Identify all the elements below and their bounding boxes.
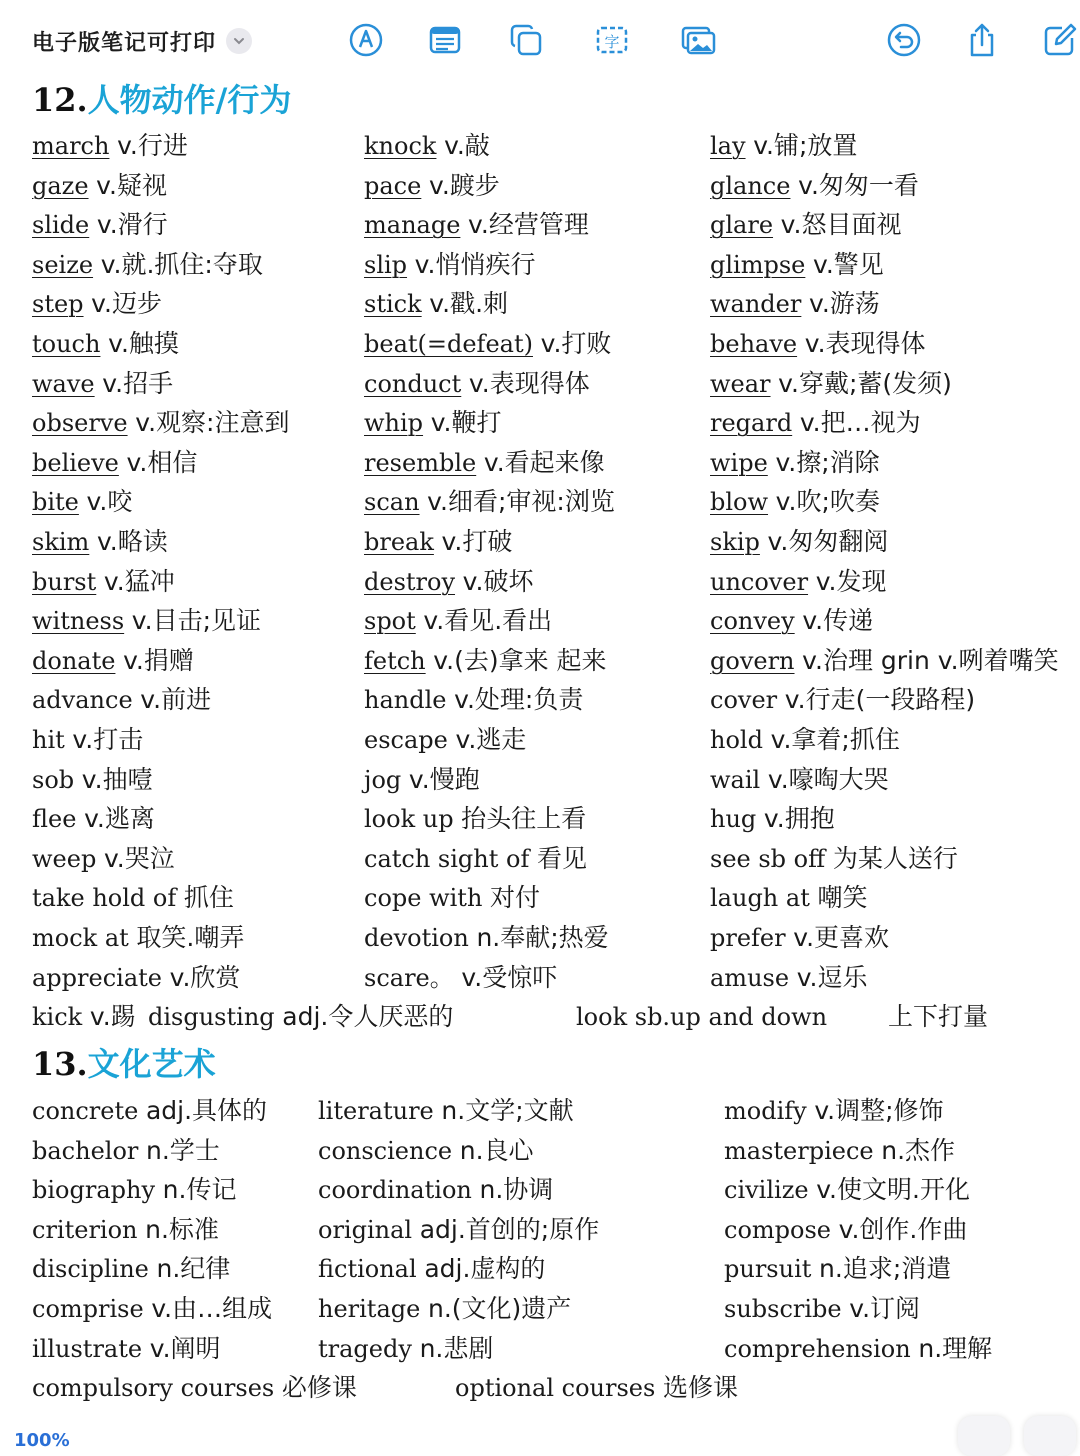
vocab-entry xyxy=(32,447,197,479)
vocab-entry xyxy=(710,407,921,439)
vocab-entry xyxy=(724,1174,970,1206)
vocab-word: skim xyxy=(32,528,90,556)
vocab-definition: v.打败 xyxy=(540,329,612,358)
vocab-entry xyxy=(364,566,533,598)
vocab-word: stick xyxy=(364,290,422,319)
vocab-word: fetch xyxy=(364,646,426,675)
vocab-word: believe xyxy=(32,448,119,477)
vocab-definition: v.嚎啕大哭 xyxy=(767,764,889,794)
vocab-definition: v.看起来像 xyxy=(483,447,605,477)
vocab-entry xyxy=(364,605,552,637)
vocab-entry xyxy=(364,209,589,241)
vocab-definition: v.敲 xyxy=(444,131,490,160)
vocab-definition: 看见 xyxy=(536,843,587,873)
vocab-entry xyxy=(364,764,480,796)
vocab-entry xyxy=(710,803,835,835)
vocab-word: gaze xyxy=(32,171,89,200)
vocab-entry xyxy=(710,209,901,241)
vocab-word: original xyxy=(318,1215,413,1244)
vocab-word: take hold of xyxy=(32,884,177,913)
keyboard-icon[interactable] xyxy=(1024,1416,1076,1456)
vocab-definition: 取笑.嘲弄 xyxy=(136,923,245,952)
vocab-word: compose xyxy=(724,1215,831,1244)
vocab-word: step xyxy=(32,290,84,319)
vocab-entry xyxy=(32,724,143,756)
vocab-entry xyxy=(364,724,526,756)
vocab-word: wear xyxy=(710,369,771,398)
vocab-word: laugh at xyxy=(710,884,810,913)
vocab-entry xyxy=(710,368,952,400)
vocab-entry xyxy=(32,209,168,241)
vocab-word: appreciate xyxy=(32,963,162,992)
vocab-definition: v.把…视为 xyxy=(799,408,921,438)
vocab-word: escape xyxy=(364,726,448,754)
vocab-word: hug xyxy=(710,805,757,834)
vocab-entry xyxy=(710,328,926,360)
vocab-word: blow xyxy=(710,488,769,517)
vocab-word: manage xyxy=(364,211,461,240)
vocab-entry xyxy=(32,249,263,281)
vocab-definition: v.猛冲 xyxy=(103,566,175,596)
vocab-definition: 嘲笑 xyxy=(817,883,868,913)
image-icon[interactable] xyxy=(678,20,718,60)
vocab-entry xyxy=(710,962,868,994)
vocab-definition: v.招手 xyxy=(102,368,174,398)
vocab-entry xyxy=(32,803,155,835)
vocab-word: modify xyxy=(724,1097,807,1125)
vocab-definition: v.就.抓住:夺取 xyxy=(100,249,263,279)
vocab-word: see sb off xyxy=(710,844,826,873)
vocab-definition: n.悲剧 xyxy=(419,1333,494,1363)
vocab-entry xyxy=(318,1293,571,1325)
vocab-entry xyxy=(710,447,880,479)
vocab-definition: v.匆匆一看 xyxy=(798,170,919,200)
vocab-definition: v.创作.作曲 xyxy=(838,1214,968,1244)
vocab-entry xyxy=(724,1095,944,1127)
vocab-entry xyxy=(32,882,234,914)
copy-icon[interactable] xyxy=(506,20,546,60)
vocab-word: optional courses xyxy=(455,1374,656,1403)
vocab-entry xyxy=(364,645,607,677)
vocab-definition: v.鞭打 xyxy=(430,408,502,438)
vocab-entry xyxy=(32,1372,357,1404)
vocab-word: mock at xyxy=(32,924,129,952)
vocab-entry xyxy=(32,962,240,994)
vocab-entry xyxy=(710,645,1059,677)
vocab-definition: v.吹;吹奏 xyxy=(775,487,880,517)
vocab-definition: v.治理 grin v.咧着嘴笑 xyxy=(802,645,1059,675)
vocab-definition: n.文学;文献 xyxy=(441,1096,574,1125)
undo-icon[interactable] xyxy=(884,20,924,60)
vocab-definition: v.发现 xyxy=(815,566,887,596)
section-heading-12 xyxy=(32,78,291,122)
vocab-word: prefer xyxy=(710,924,786,952)
vocab-entry xyxy=(32,130,188,162)
vocab-entry xyxy=(364,486,615,518)
vocab-word: govern xyxy=(710,646,795,675)
vocab-word: devotion xyxy=(364,924,469,952)
vocab-word: wipe xyxy=(710,448,768,477)
vocab-word: concrete xyxy=(32,1097,139,1125)
vocab-entry xyxy=(32,645,194,677)
vocab-word: disgusting xyxy=(148,1003,275,1032)
vocab-definition: adj.虚构的 xyxy=(424,1254,546,1284)
vocab-entry xyxy=(364,882,540,914)
vocab-word: compulsory courses xyxy=(32,1374,275,1403)
vocab-entry xyxy=(32,1333,221,1365)
vocab-definition: n.理解 xyxy=(918,1333,993,1363)
vocab-definition: v.踱步 xyxy=(428,170,500,200)
vocab-word: donate xyxy=(32,646,116,675)
vocab-definition: 上下打量 xyxy=(888,1002,989,1032)
vocab-definition: n.学士 xyxy=(146,1135,220,1165)
vocab-definition: v.游荡 xyxy=(809,289,880,319)
vocab-entry xyxy=(710,249,884,281)
vocab-definition: v.打击 xyxy=(72,725,144,754)
vocab-definition: v.穿戴;蓄(发须) xyxy=(778,368,952,398)
vocab-entry xyxy=(364,130,490,162)
vocab-definition: v.迈步 xyxy=(91,289,162,319)
vocab-word: convey xyxy=(710,607,795,636)
vocab-word: bite xyxy=(32,488,79,517)
vocab-entry xyxy=(318,1214,599,1246)
vocab-word: discipline xyxy=(32,1255,149,1284)
vocab-entry xyxy=(710,170,919,202)
vocab-entry xyxy=(318,1333,493,1365)
vocab-entry xyxy=(710,605,873,637)
vocab-entry xyxy=(148,1001,453,1033)
vocab-word: heritage xyxy=(318,1295,421,1323)
vocab-word: destroy xyxy=(364,567,456,596)
vocab-definition: v.疑视 xyxy=(96,170,167,200)
vocab-definition: v.捐赠 xyxy=(123,645,194,675)
vocab-word: flee xyxy=(32,805,77,834)
vocab-word: resemble xyxy=(364,448,477,477)
vocab-word: touch xyxy=(32,330,101,358)
vocab-word: whip xyxy=(364,409,424,438)
section-name: 文化艺术 xyxy=(87,1045,216,1083)
vocab-word: fictional xyxy=(318,1255,417,1284)
vocab-definition: v.使文明.开化 xyxy=(816,1175,970,1205)
vocab-entry xyxy=(710,684,975,716)
vocab-word: coordination xyxy=(318,1176,472,1205)
vocab-entry xyxy=(364,447,605,479)
vocab-definition: v.警见 xyxy=(813,249,884,279)
vocab-word: handle xyxy=(364,686,447,715)
vocab-entry xyxy=(32,1293,272,1325)
vocab-word: hold xyxy=(710,726,763,754)
vocab-word: beat(=defeat) xyxy=(364,330,533,358)
vocab-entry xyxy=(364,922,609,954)
vocab-entry xyxy=(364,328,611,360)
vocab-word: wander xyxy=(710,290,802,319)
vocab-word: wail xyxy=(710,765,761,794)
vocab-word: civilize xyxy=(724,1176,809,1205)
vocab-definition: v.受惊吓 xyxy=(461,962,558,992)
vocab-entry xyxy=(364,962,557,994)
vocab-word: jog xyxy=(364,765,402,794)
vocab-definition: adj.令人厌恶的 xyxy=(282,1002,454,1032)
vocab-word: advance xyxy=(32,686,133,715)
vocab-definition: n.标准 xyxy=(145,1214,219,1244)
vocab-entry xyxy=(724,1135,955,1167)
vocab-word: witness xyxy=(32,607,125,636)
vocab-definition: n.(文化)遗产 xyxy=(427,1294,572,1323)
vocab-entry xyxy=(888,1001,988,1033)
vocab-definition: v.处理:负责 xyxy=(454,685,584,715)
vocab-word: criterion xyxy=(32,1215,138,1244)
vocab-word: illustrate xyxy=(32,1334,143,1363)
vocab-entry xyxy=(32,1253,230,1285)
vocab-definition: v.观察:注意到 xyxy=(135,408,290,438)
vocab-entry xyxy=(32,407,289,439)
vocab-definition: n.纪律 xyxy=(156,1254,231,1284)
vocab-definition: v.怒目面视 xyxy=(780,210,902,240)
vocab-entry xyxy=(32,922,244,954)
vocab-definition: v.擦;消除 xyxy=(775,447,880,477)
vocab-definition: v.戳.刺 xyxy=(429,289,509,319)
chevron-down-icon[interactable] xyxy=(226,28,252,54)
vocab-word: tragedy xyxy=(318,1334,412,1363)
vocab-definition: v.阐明 xyxy=(149,1333,221,1363)
vocab-definition: v.相信 xyxy=(126,447,198,477)
vocab-word: sob xyxy=(32,765,75,794)
vocab-word: hit xyxy=(32,726,65,754)
vocab-definition: v.咬 xyxy=(86,487,133,517)
vocab-entry xyxy=(364,249,535,281)
vocab-definition: n.杰作 xyxy=(881,1135,956,1165)
vocab-entry xyxy=(724,1333,992,1365)
vocab-word: bachelor xyxy=(32,1136,139,1165)
vocab-word: regard xyxy=(710,409,793,438)
vocab-word: glance xyxy=(710,171,791,200)
pencil-tool-icon[interactable] xyxy=(958,1416,1010,1456)
vocab-word: comprehension xyxy=(724,1334,911,1363)
vocab-definition: v.(去)拿来 起来 xyxy=(433,645,607,675)
vocab-entry xyxy=(724,1214,967,1246)
vocab-entry xyxy=(364,526,512,558)
vocab-entry xyxy=(32,368,173,400)
vocab-definition: v.滑行 xyxy=(96,210,168,240)
vocab-entry xyxy=(32,1001,136,1033)
vocab-entry xyxy=(318,1253,545,1285)
vocab-entry xyxy=(710,130,857,162)
vocab-entry xyxy=(710,764,889,796)
vocab-word: seize xyxy=(32,250,94,279)
vocab-entry xyxy=(318,1174,553,1206)
vocab-entry xyxy=(710,486,880,518)
vocab-word: burst xyxy=(32,567,97,596)
vocab-definition: v.订阅 xyxy=(849,1294,921,1323)
vocab-definition: v.触摸 xyxy=(108,329,179,358)
vocab-definition: n.传记 xyxy=(162,1175,237,1205)
vocab-entry xyxy=(724,1293,920,1325)
vocab-definition: v.悄悄疾行 xyxy=(414,249,536,279)
note-icon[interactable] xyxy=(425,20,465,60)
vocab-definition: v.略读 xyxy=(96,527,168,556)
vocab-definition: v.行走(一段路程) xyxy=(784,685,976,715)
vocab-word: cover xyxy=(710,686,778,715)
vocab-entry xyxy=(32,170,167,202)
vocab-definition: v.哭泣 xyxy=(103,843,175,873)
vocab-entry xyxy=(32,843,175,875)
vocab-entry xyxy=(364,843,587,875)
vocab-word: biography xyxy=(32,1176,156,1205)
vocab-word: scan xyxy=(364,488,420,517)
edit-icon[interactable] xyxy=(1040,20,1080,60)
vocab-word: glimpse xyxy=(710,250,806,279)
vocab-word: pursuit xyxy=(724,1255,812,1284)
vocab-entry xyxy=(576,1001,827,1033)
vocab-definition: v.行进 xyxy=(117,131,188,160)
vocab-definition: v.欣赏 xyxy=(169,962,241,992)
vocab-word: scare。 xyxy=(364,963,454,992)
vocab-definition: v.匆匆翻阅 xyxy=(767,527,889,556)
vocab-entry xyxy=(364,684,583,716)
section-heading-13 xyxy=(32,1042,216,1086)
top-toolbar xyxy=(0,0,1080,80)
vocab-word: break xyxy=(364,528,434,556)
vocab-definition: v.破坏 xyxy=(462,566,534,596)
vocab-definition: v.目击;见证 xyxy=(131,606,262,636)
vocab-definition: v.细看;审视:浏览 xyxy=(427,487,615,517)
vocab-word: pace xyxy=(364,171,422,200)
vocab-entry xyxy=(710,566,887,598)
vocab-definition: v.拿着;抓住 xyxy=(770,725,900,754)
text-box-icon[interactable] xyxy=(592,20,632,60)
vocab-word: spot xyxy=(364,607,416,636)
vocab-definition: v.逃走 xyxy=(455,725,527,754)
vocab-definition: v.经营管理 xyxy=(468,210,589,240)
vocab-definition: v.前进 xyxy=(140,685,212,715)
vocab-word: catch sight of xyxy=(364,844,530,873)
vocab-definition: 必修课 xyxy=(281,1373,357,1403)
vocab-word: cope with xyxy=(364,884,483,913)
vocab-word: kick xyxy=(32,1003,83,1032)
vocab-word: masterpiece xyxy=(724,1136,874,1165)
vocab-word: glare xyxy=(710,211,774,240)
vocab-entry xyxy=(32,1174,236,1206)
vocab-word: amuse xyxy=(710,963,790,992)
vocab-word: conscience xyxy=(318,1136,453,1165)
vocab-definition: v.慢跑 xyxy=(408,764,480,794)
vocab-definition: v.铺;放置 xyxy=(753,131,858,160)
document-title-text: 电子版笔记可打印 xyxy=(32,30,217,56)
vocab-definition: v.表现得体 xyxy=(804,329,926,358)
vocab-definition: n.协调 xyxy=(479,1175,554,1205)
vocab-definition: v.踢 xyxy=(89,1002,136,1032)
vocab-entry xyxy=(32,328,179,360)
vocab-word: uncover xyxy=(710,567,809,596)
vocab-entry xyxy=(32,605,261,637)
vocab-definition: 对付 xyxy=(490,883,541,913)
vocab-entry xyxy=(318,1095,574,1127)
vocab-entry xyxy=(455,1372,738,1404)
vocab-definition: 为某人送行 xyxy=(832,843,958,873)
vocab-definition: v.更喜欢 xyxy=(793,923,890,952)
vocab-definition: 选修课 xyxy=(662,1373,738,1403)
vocab-word: skip xyxy=(710,528,760,556)
vocab-definition: n.良心 xyxy=(459,1135,534,1165)
vocab-word: knock xyxy=(364,132,437,160)
vocab-entry xyxy=(710,843,958,875)
vocab-entry xyxy=(32,1214,219,1246)
vocab-entry xyxy=(710,922,889,954)
vocab-definition: v.逗乐 xyxy=(796,962,868,992)
vocab-word: conduct xyxy=(364,369,462,398)
vocab-definition: v.逃离 xyxy=(84,804,155,834)
vocab-word: look sb.up and down xyxy=(576,1003,828,1032)
vocab-entry xyxy=(710,724,900,756)
vocab-entry xyxy=(32,486,132,518)
vocab-entry xyxy=(318,1135,534,1167)
vocab-definition: v.看见.看出 xyxy=(423,606,553,636)
vocab-entry xyxy=(710,882,868,914)
vocab-definition: n.奉献;热爱 xyxy=(476,923,609,952)
vocab-word: slip xyxy=(364,250,408,279)
vocab-definition: v.打破 xyxy=(441,527,513,556)
vocab-word: behave xyxy=(710,330,798,358)
vocab-entry xyxy=(724,1253,951,1285)
vocab-entry xyxy=(32,526,168,558)
vocab-entry xyxy=(32,288,162,320)
vocab-entry xyxy=(364,170,500,202)
vocab-definition: v.由…组成 xyxy=(151,1294,273,1323)
vocab-entry xyxy=(32,684,211,716)
vocab-word: lay xyxy=(710,132,746,160)
vocab-definition: v.拥抱 xyxy=(763,804,835,834)
vocab-word: march xyxy=(32,132,110,160)
zoom-level[interactable]: 100% xyxy=(14,1430,70,1451)
vocab-entry xyxy=(32,1095,267,1127)
vocab-entry xyxy=(364,407,502,439)
vocab-definition: v.调整;修饰 xyxy=(814,1096,944,1125)
vocab-word: weep xyxy=(32,844,97,873)
section-number: 13. xyxy=(32,1045,88,1083)
svg-text:字: 字 xyxy=(604,33,620,51)
vocab-word: subscribe xyxy=(724,1295,842,1323)
vocab-word: wave xyxy=(32,369,95,398)
vocab-definition: adj.首创的;原作 xyxy=(419,1214,600,1244)
vocab-word: literature xyxy=(318,1097,434,1125)
vocab-definition: n.追求;消遣 xyxy=(819,1254,952,1284)
vocab-entry xyxy=(710,288,880,320)
section-number: 12. xyxy=(32,81,88,119)
document-title[interactable] xyxy=(32,24,252,58)
vocab-entry xyxy=(364,368,590,400)
vocab-word: look up xyxy=(364,805,454,834)
pen-icon[interactable] xyxy=(346,20,386,60)
vocab-entry xyxy=(364,288,508,320)
vocab-definition: 抓住 xyxy=(183,883,234,913)
vocab-definition: v.表现得体 xyxy=(468,368,590,398)
vocab-definition: 抬头往上看 xyxy=(461,804,587,834)
vocab-definition: adj.具体的 xyxy=(145,1096,268,1125)
vocab-definition: v.传递 xyxy=(802,606,874,636)
vocab-entry xyxy=(32,764,153,796)
vocab-word: observe xyxy=(32,409,128,438)
vocab-word: slide xyxy=(32,211,90,240)
vocab-entry xyxy=(32,566,175,598)
vocab-word: comprise xyxy=(32,1295,144,1323)
vocab-entry xyxy=(364,803,586,835)
vocab-entry xyxy=(32,1135,220,1167)
vocab-definition: v.抽噎 xyxy=(81,764,153,794)
vocab-entry xyxy=(710,526,888,558)
share-icon[interactable] xyxy=(962,20,1002,60)
section-name: 人物动作/行为 xyxy=(87,81,292,119)
